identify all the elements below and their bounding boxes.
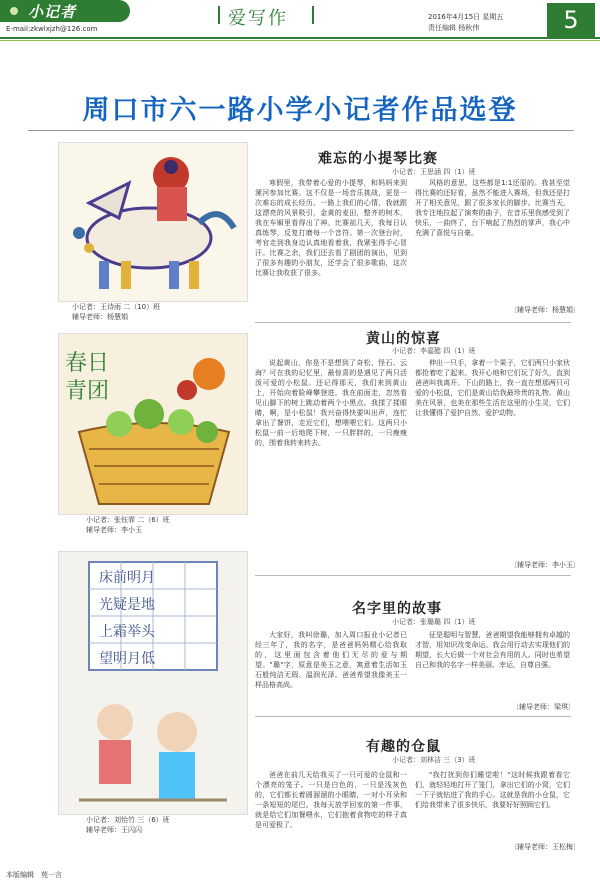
painting-poem-art (59, 552, 247, 814)
article-column: 说起黄山，你是不是想到了奇松、怪石、云海？可在我的记忆里，最惊喜的是遇见了两只活泼可爱的小松鼠。还记得那天，我们来到黄山上，开始向着险峰攀登进。我在前面走，忽然看见山脚下的树上跳动着两个小黑点。我揉了揉眼睛，啊，是小松鼠！我兴奋得快要叫出声，连忙拿出了餐饼，走近它们，想喂喂它们。这两只小松鼠一前一后地爬下树，一只胖胖的，一只瘦瘦的，围着我转来转去。 (255, 359, 407, 447)
article-column: 爸爸在前几天给我买了一只可爱的仓鼠和一个漂亮的笼子。一只是白色的，一只是浅灰色的，它们都长着圆溜溜的小眼睛，一对小耳朵和一条短短的尾巴。我每天放学回家的第一件事，就是给它们加餐喂水，它们抱着食物吃的样子真是可爱极了。 (255, 771, 407, 829)
painting-violin-art (59, 143, 247, 301)
article-title: 黄山的惊喜 (366, 331, 441, 347)
painting-text: 春日 (65, 351, 110, 376)
section-title: 爱写作 (228, 8, 288, 29)
painting-text: 望明月低 (99, 651, 155, 667)
caption-line: 小记者：张钰霏 二（6）班 (86, 516, 170, 524)
article-column: "我打扰到你们睡觉啦！"这时候我跟着看它们，就轻轻地打开了笼门，拿出它们的小窝，它们一下子就钻进了我的手心。这就是我的小仓鼠，它们给我带来了很多快乐，我要好好照顾它们。 (415, 771, 570, 809)
header-rule (0, 37, 600, 39)
brand-banner (0, 0, 130, 22)
article-title: 有趣的仓鼠 (366, 739, 441, 755)
painting-text: 光疑是地 (99, 597, 155, 613)
painting-poem (58, 551, 248, 815)
article-column: 伸出一只手，拿着一个果子，它们两只小家伙都抢着吃了起来。我开心地和它们玩了好久，直到爸爸叫我离开。下山的路上，我一直在想那两只可爱的小松鼠，它们是黄山给我最珍贵的礼物。黄山美在风景，也美在那些生活在这里的小生灵，它们让我懂得了爱护自然、爱护动物。 (415, 359, 570, 417)
issue-date: 2016年4月15日 星期五 (428, 13, 504, 21)
article-divider (255, 322, 571, 323)
caption-line: 小记者：王诗雨 二（10）班 (72, 303, 161, 311)
article-column: 征是聪明与智慧，爸爸期望我能够拥有卓越的才智，用知识改变命运。我会用行动去实现他们的期望，长大后做一个对社会有用的人。同时也希望自己和我的名字一样美丽、幸运，自尊自强。 (415, 631, 570, 669)
page-number: 5 (547, 3, 595, 37)
painting-violin (58, 142, 248, 302)
brand-label: 小记者 (28, 3, 77, 21)
teacher-credit: 〔辅导老师：王松梅〕 (510, 843, 580, 851)
article-byline: 小记者：张璐璐 四（1）班 (392, 618, 476, 626)
header-rule-thin (0, 40, 600, 41)
painting-text: 床前明月 (99, 570, 155, 586)
painting-fruit-art (59, 334, 247, 514)
section-divider-right (312, 6, 314, 24)
page-footer: 本版编辑 苑一言 (6, 871, 62, 879)
article-title: 难忘的小提琴比赛 (318, 151, 438, 167)
editor-credit: 责任编辑 杨秋伟 (428, 24, 480, 32)
teacher-credit: 〔辅导老师：杨慧娟〕 (510, 306, 580, 314)
painting-fruit-basket (58, 333, 248, 515)
teacher-credit: 〔辅导老师：李小玉〕 (510, 561, 580, 569)
section-divider-left (218, 6, 220, 24)
article-divider (255, 716, 571, 717)
article-column: 大家好，我叫徐璐，加入周口报业小记者已经三年了，我的名字，是爸爸妈妈精心给我取的，这里面包含着他们无尽的爱与期望。"璐"字，原意是美玉之意，寓意着生活如玉石般纯洁无瑕、温润光泽。爸爸希望我像美玉一样品格高尚。 (255, 631, 407, 689)
page-title: 周口市六一路小学小记者作品选登 (82, 95, 518, 126)
article-column: 风格的意思，这些都是1:1还原的。我甚至觉得比赛的还好看，虽然不能进入赛场，但我还是打开了相关意见，跟了很多家长的脚步。比赛当天，我专注地拉起了演奏的曲子，在音乐里我感受到了快乐，一曲终了，台下响起了热烈的掌声，我心中充满了喜悦与自豪。 (415, 179, 570, 237)
leaf-icon (10, 7, 18, 15)
caption-line: 小记者：刘怡竹 三（6）班 (86, 816, 170, 824)
article-column: 寒假里，我带着心爱的小提琴，和妈妈来到漯河参加比赛。这不仅是一场音乐挑战，更是一次难忘的成长经历。一路上我们的心情，我就跟这漂亮的风景吸引，金黄的麦田，整齐的树木，我在车厢里看得出了神。比赛前几天，我每日认真练琴，反复打磨每一个音符。第一次登台时，考官走到我身边认真地看着我，我紧张得手心冒汗。比赛之余，我们还去看了剧团的演出，见到了很多有趣的小朋友，还学会了很多歌曲，这次比赛让我收获了很多。 (255, 179, 407, 277)
teacher-credit: 〔辅导老师：梁琪〕 (512, 703, 575, 711)
article-divider (255, 575, 571, 576)
article-byline: 小记者：刘林洁 三（3）班 (392, 756, 476, 764)
article-title: 名字里的故事 (352, 601, 442, 617)
article-byline: 小记者：王思涵 四（1）班 (392, 168, 476, 176)
painting-text: 青团 (65, 379, 110, 404)
article-byline: 小记者：李嘉懿 四（1）班 (392, 347, 476, 355)
title-rule (28, 130, 574, 131)
caption-line: 辅导老师：杨慧娟 (72, 313, 128, 321)
caption-line: 辅导老师：李小玉 (86, 526, 142, 534)
painting-text: 上霜举头 (99, 624, 155, 640)
caption-line: 辅导老师：王闪闪 (86, 826, 142, 834)
contact-email: E-mail:zkwlxjzh@126.com (6, 25, 98, 33)
